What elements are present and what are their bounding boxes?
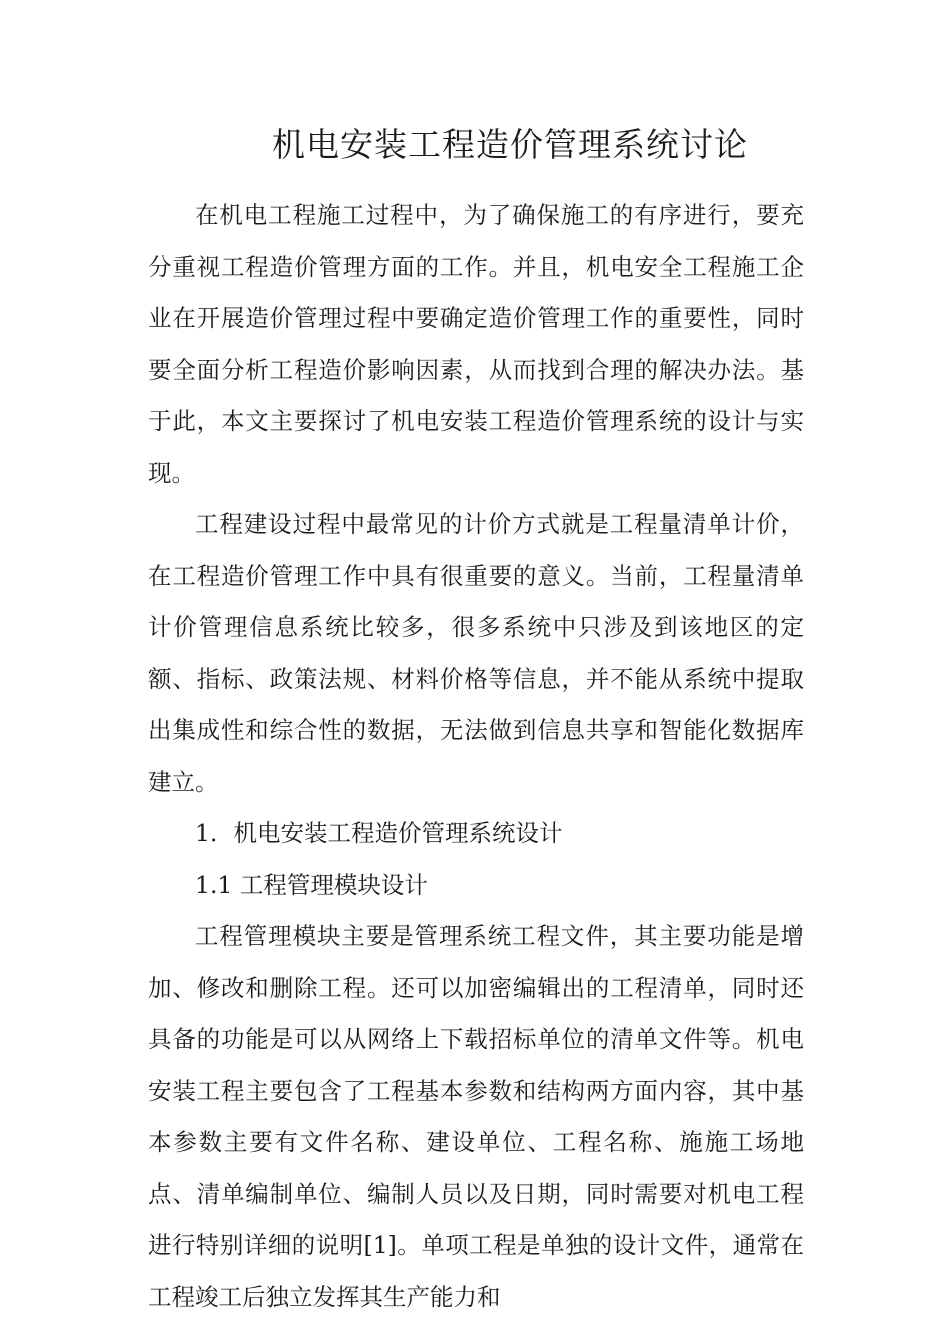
paragraph-intro: 在机电工程施工过程中，为了确保施工的有序进行，要充分重视工程造价管理方面的工作。并且，机电安全工程施工企业在开展造价管理过程中要确定造价管理工作的重要性，同时要全面分析工程造价影响因素，从而找到合理的解决办法。基于此，本文主要探讨了机电安装工程造价管理系统的设计与实现。: [148, 201, 804, 487]
subsection-heading-1-1: 1.1 工程管理模块设计: [195, 870, 428, 899]
paragraph-project-module: 工程管理模块主要是管理系统工程文件，其主要功能是增加、修改和删除工程。还可以加密编辑出的工程清单，同时还具备的功能是可以从网络上下载招标单位的清单文件等。机电安装工程主要包含了工程基本参数和结构两方面内容，其中基本参数主要有文件名称、建设单位、工程名称、施施工场地点、清单编制单位、编制人员以及日期，同时需要对机电工程进行特别详细的说明[1]。单项工程是单独的设计文件，通常在工程竣工后独立发挥其生产能力和: [148, 922, 804, 1311]
document-body: [148, 190, 804, 1323]
document-title: 机电安装工程造价管理系统讨论: [272, 125, 748, 164]
section-heading-1: 1．机电安装工程造价管理系统设计: [195, 819, 563, 847]
paragraph-background: 工程建设过程中最常见的计价方式就是工程量清单计价，在工程造价管理工作中具有很重要的意义。当前，工程量清单计价管理信息系统比较多，很多系统中只涉及到该地区的定额、指标、政策法规、材料价格等信息，并不能从系统中提取出集成性和综合性的数据，无法做到信息共享和智能化数据库建立。: [148, 510, 804, 796]
